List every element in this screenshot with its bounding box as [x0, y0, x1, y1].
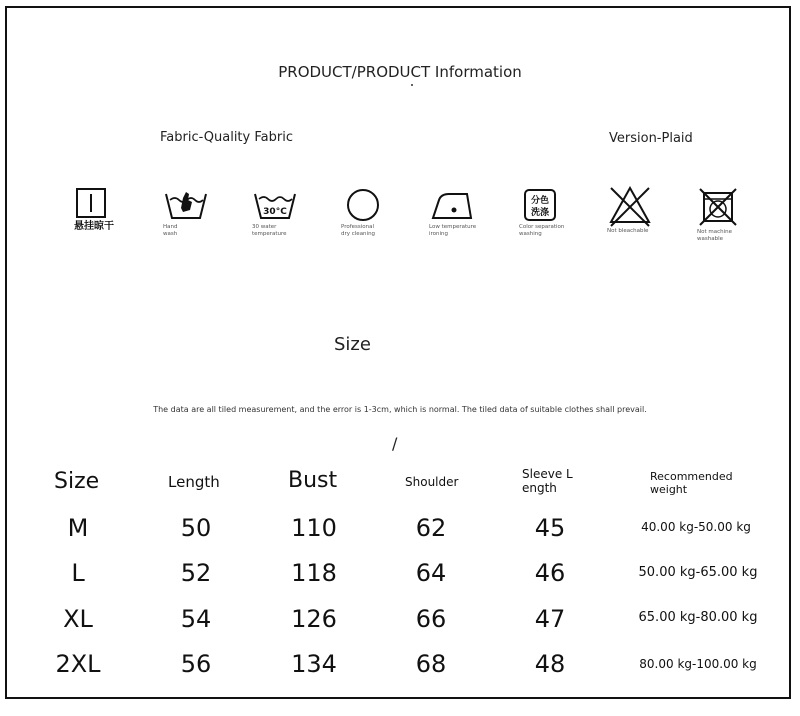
version-label: Version-Plaid [609, 131, 693, 146]
no-machine-wash-icon [697, 187, 739, 227]
care-label-separate-wash: Color separation washing [519, 224, 565, 237]
care-item-hand-wash [163, 186, 253, 238]
header-size: Size [54, 469, 100, 494]
row-m-shoulder: 62 [415, 514, 447, 542]
hang-dry-icon [74, 186, 108, 220]
row-2xl-bust: 134 [291, 650, 337, 678]
row-2xl-size: 2XL [55, 650, 101, 678]
header-sleeve-length: Sleeve L ength [522, 467, 573, 495]
no-bleach-icon [607, 184, 653, 230]
measurement-note: The data are all tiled measurement, and the error is 1-3cm, which is normal. The tiled data of suitable clothes shall prevail. [153, 405, 647, 414]
header-length: Length [168, 473, 220, 491]
header-shoulder: Shoulder [405, 475, 459, 489]
row-m-length: 50 [180, 514, 212, 542]
low-iron-icon [429, 186, 475, 222]
row-l-length: 52 [180, 559, 212, 587]
row-l-size: L [71, 559, 85, 587]
care-item-wash-30 [252, 186, 342, 238]
care-label-hang-dry: 悬挂晾干 [74, 221, 114, 232]
row-xl-bust: 126 [291, 605, 337, 633]
wash-30-icon [252, 186, 298, 222]
care-label-low-iron: Low temperature ironing [429, 224, 477, 237]
row-xl-sleeve: 47 [534, 605, 566, 633]
row-l-sleeve: 46 [534, 559, 566, 587]
svg-text:30°C: 30°C [263, 207, 287, 217]
care-item-no-machine-wash [697, 187, 787, 243]
separate-wash-icon [519, 186, 559, 222]
row-xl-size: XL [63, 605, 93, 633]
care-item-hang-dry [74, 186, 164, 233]
care-item-separate-wash [519, 186, 609, 238]
row-l-weight: 50.00 kg-65.00 kg [638, 565, 758, 580]
care-label-no-bleach: Not bleachable [607, 228, 649, 234]
row-2xl-weight: 80.00 kg-100.00 kg [639, 657, 757, 671]
care-item-low-iron [429, 186, 519, 238]
header-recommended-weight: Recommended weight [650, 470, 733, 496]
care-label-no-machine-wash: Not machine washable [697, 229, 733, 242]
header-bust: Bust [288, 468, 338, 493]
row-2xl-length: 56 [180, 650, 212, 678]
svg-text:分色: 分色 [530, 196, 550, 206]
page-frame [5, 6, 791, 699]
row-l-shoulder: 64 [415, 559, 447, 587]
svg-text:洗涤: 洗涤 [530, 208, 550, 218]
row-l-bust: 118 [291, 559, 337, 587]
row-xl-shoulder: 66 [415, 605, 447, 633]
size-section-title: Size [334, 334, 371, 355]
dry-clean-icon [341, 186, 379, 222]
row-m-size: M [67, 514, 89, 542]
row-2xl-sleeve: 48 [534, 650, 566, 678]
row-2xl-shoulder: 68 [415, 650, 447, 678]
fabric-label: Fabric-Quality Fabric [160, 130, 293, 145]
page-title: PRODUCT/PRODUCT Information [278, 63, 522, 81]
care-item-no-bleach [607, 184, 697, 235]
row-m-sleeve: 45 [534, 514, 566, 542]
title-dot [411, 84, 413, 86]
hand-wash-icon [163, 186, 209, 222]
care-label-hand-wash: Hand wash [163, 224, 178, 237]
row-m-weight: 40.00 kg-50.00 kg [641, 520, 751, 534]
row-m-bust: 110 [291, 514, 337, 542]
care-label-dry-clean: Professional dry cleaning [341, 224, 376, 237]
care-item-dry-clean [341, 186, 431, 238]
care-label-wash-30: 30 water temperature [252, 224, 287, 237]
slash-mark: / [392, 434, 398, 453]
row-xl-weight: 65.00 kg-80.00 kg [638, 610, 758, 625]
row-xl-length: 54 [180, 605, 212, 633]
